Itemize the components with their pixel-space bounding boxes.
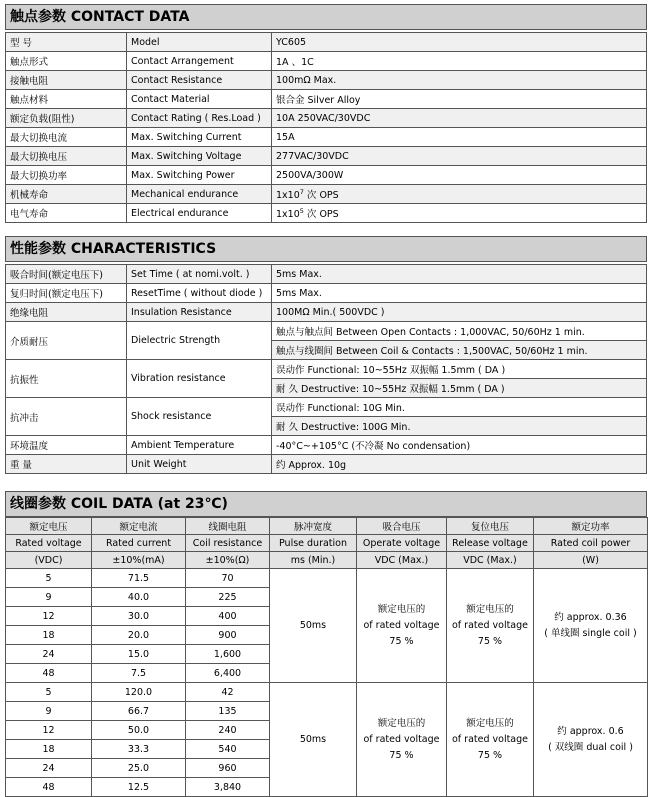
coil-header-cell: Rated voltage [6, 535, 92, 552]
param-cn: 环境温度 [6, 436, 127, 455]
param-en: Contact Arrangement [127, 52, 272, 71]
coil-header-cell: ms (Min.) [270, 552, 357, 569]
coil-header-cell: ±10%(Ω) [186, 552, 270, 569]
coil-header-row [6, 535, 648, 552]
param-value: 银合金 Silver Alloy [272, 90, 647, 109]
param-cn: 吸合时间(额定电压下) [6, 265, 127, 284]
param-en: Electrical endurance [127, 204, 272, 223]
param-cn: 型 号 [6, 33, 127, 52]
table-row [6, 303, 647, 322]
coil-resistance-cell: 400 [186, 607, 270, 626]
table-row [6, 284, 647, 303]
rated-voltage-cell: 5 [6, 683, 92, 702]
operate-voltage-line: 额定电压的 [377, 603, 426, 615]
coil-resistance-cell: 135 [186, 702, 270, 721]
table-row [6, 128, 647, 147]
release-voltage-line: 额定电压的 [466, 717, 514, 729]
coil-header-row [6, 552, 648, 569]
coil-header-cell: 额定功率 [534, 518, 648, 535]
release-voltage-cell [447, 569, 534, 683]
coil-header-cell: 线圈电阻 [186, 518, 270, 535]
coil-header-cell: 额定电流 [92, 518, 186, 535]
coil-resistance-cell: 225 [186, 588, 270, 607]
rated-power-cell [534, 683, 648, 797]
param-cn: 最大切换电流 [6, 128, 127, 147]
value-unit: 次 OPS [303, 209, 339, 220]
param-value: 277VAC/30VDC [272, 147, 647, 166]
contact-data-table [5, 32, 647, 223]
rated-power-line: 约 approx. 0.6 [557, 725, 624, 737]
release-voltage-line: 75 % [477, 635, 503, 647]
coil-header-cell: VDC (Max.) [357, 552, 447, 569]
param-en: Max. Switching Power [127, 166, 272, 185]
characteristics-title: 性能参数 CHARACTERISTICS [5, 236, 647, 262]
value-base: 1x10 [276, 209, 300, 220]
table-row [6, 185, 647, 204]
coil-header-cell: Coil resistance [186, 535, 270, 552]
rated-voltage-cell: 9 [6, 588, 92, 607]
param-value: YC605 [272, 33, 647, 52]
operate-voltage-line: 额定电压的 [377, 717, 426, 729]
param-en: ResetTime ( without diode ) [127, 284, 272, 303]
param-en: Max. Switching Current [127, 128, 272, 147]
operate-voltage-line: 75 % [389, 635, 414, 647]
operate-voltage-line: of rated voltage [363, 733, 440, 745]
param-en: Ambient Temperature [127, 436, 272, 455]
param-value: 15A [272, 128, 647, 147]
rated-current-cell: 12.5 [92, 778, 186, 797]
param-en: Mechanical endurance [127, 185, 272, 204]
rated-current-cell: 7.5 [92, 664, 186, 683]
rated-power-line: 约 approx. 0.36 [554, 611, 627, 623]
table-row [6, 360, 647, 379]
operate-voltage-line: 75 % [389, 749, 414, 761]
value-unit: 次 OPS [303, 190, 339, 201]
param-value: 100mΩ Max. [272, 71, 647, 90]
coil-header-cell: Pulse duration [270, 535, 357, 552]
rated-voltage-cell: 24 [6, 645, 92, 664]
coil-data-table [5, 517, 648, 797]
rated-voltage-cell: 5 [6, 569, 92, 588]
coil-header-cell: Rated coil power [534, 535, 648, 552]
table-row [6, 71, 647, 90]
rated-current-cell: 50.0 [92, 721, 186, 740]
coil-header-cell: Release voltage [447, 535, 534, 552]
coil-resistance-cell: 6,400 [186, 664, 270, 683]
value-exponent: 5 [299, 206, 304, 215]
table-row [6, 455, 647, 474]
param-cn: 额定负载(阻性) [6, 109, 127, 128]
rated-voltage-cell: 18 [6, 626, 92, 645]
rated-current-cell: 30.0 [92, 607, 186, 626]
coil-header-cell: 吸合电压 [357, 518, 447, 535]
param-value: 耐 久 Destructive: 10~55Hz 双振幅 1.5mm ( DA ) [272, 379, 647, 398]
param-value: 1A 、1C [272, 52, 647, 71]
param-cn: 复归时间(额定电压下) [6, 284, 127, 303]
coil-resistance-cell: 1,600 [186, 645, 270, 664]
table-row [6, 683, 648, 702]
table-row [6, 398, 647, 417]
param-cn: 最大切换电压 [6, 147, 127, 166]
param-value: 误动作 Functional: 10G Min. [272, 398, 647, 417]
param-value: 触点与线圈间 Between Coil & Contacts : 1,500VAC, 50/60Hz 1 min. [272, 341, 647, 360]
param-value: 5ms Max. [272, 284, 647, 303]
rated-voltage-cell: 18 [6, 740, 92, 759]
param-value: 100MΩ Min.( 500VDC ) [272, 303, 647, 322]
table-row [6, 52, 647, 71]
table-row [6, 204, 647, 223]
coil-resistance-cell: 70 [186, 569, 270, 588]
coil-resistance-cell: 900 [186, 626, 270, 645]
param-cn: 电气寿命 [6, 204, 127, 223]
table-row [6, 322, 647, 341]
characteristics-section [5, 236, 647, 474]
rated-voltage-cell: 9 [6, 702, 92, 721]
table-row [6, 90, 647, 109]
param-en: Contact Material [127, 90, 272, 109]
rated-voltage-cell: 12 [6, 721, 92, 740]
coil-header-cell: (VDC) [6, 552, 92, 569]
rated-power-line: ( 双线圈 dual coil ) [548, 741, 633, 753]
release-voltage-line: of rated voltage [451, 733, 529, 745]
param-cn: 机械寿命 [6, 185, 127, 204]
release-voltage-cell [447, 683, 534, 797]
table-row [6, 147, 647, 166]
param-en: Max. Switching Voltage [127, 147, 272, 166]
value-exponent: 7 [299, 187, 304, 196]
param-cn: 抗冲击 [6, 398, 127, 436]
param-cn: 绝缘电阻 [6, 303, 127, 322]
table-row [6, 166, 647, 185]
rated-current-cell: 25.0 [92, 759, 186, 778]
coil-header-cell: Operate voltage [357, 535, 447, 552]
param-cn: 最大切换功率 [6, 166, 127, 185]
param-cn: 介质耐压 [6, 322, 127, 360]
param-en: Unit Weight [127, 455, 272, 474]
param-value: 约 Approx. 10g [272, 455, 647, 474]
coil-resistance-cell: 42 [186, 683, 270, 702]
rated-voltage-cell: 48 [6, 778, 92, 797]
rated-voltage-cell: 48 [6, 664, 92, 683]
rated-current-cell: 66.7 [92, 702, 186, 721]
rated-current-cell: 71.5 [92, 569, 186, 588]
release-voltage-line: of rated voltage [451, 619, 529, 631]
coil-resistance-cell: 540 [186, 740, 270, 759]
param-cn: 触点材料 [6, 90, 127, 109]
param-value: 误动作 Functional: 10~55Hz 双振幅 1.5mm ( DA ) [272, 360, 647, 379]
rated-current-cell: 15.0 [92, 645, 186, 664]
param-en: Vibration resistance [127, 360, 272, 398]
param-value: 2500VA/300W [272, 166, 647, 185]
coil-header-cell: VDC (Max.) [447, 552, 534, 569]
release-voltage-line: 额定电压的 [466, 603, 514, 615]
coil-header-row [6, 518, 648, 535]
param-en: Shock resistance [127, 398, 272, 436]
coil-header-cell: (W) [534, 552, 648, 569]
coil-data-section [5, 491, 647, 797]
coil-header-cell: 额定电压 [6, 518, 92, 535]
param-en: Set Time ( at nomi.volt. ) [127, 265, 272, 284]
coil-header-cell: ±10%(mA) [92, 552, 186, 569]
table-row [6, 109, 647, 128]
contact-data-title: 触点参数 CONTACT DATA [5, 4, 647, 30]
coil-resistance-cell: 960 [186, 759, 270, 778]
table-row [6, 265, 647, 284]
value-base: 1x10 [276, 190, 300, 201]
param-en: Contact Resistance [127, 71, 272, 90]
param-cn: 触点形式 [6, 52, 127, 71]
contact-data-section [5, 4, 647, 223]
rated-current-cell: 33.3 [92, 740, 186, 759]
coil-header-cell: 复位电压 [447, 518, 534, 535]
coil-header-cell: 脉冲宽度 [270, 518, 357, 535]
operate-voltage-cell [357, 683, 447, 797]
table-row [6, 436, 647, 455]
rated-power-line: ( 单线圈 single coil ) [544, 627, 637, 639]
release-voltage-line: 75 % [477, 749, 503, 761]
coil-header-cell: Rated current [92, 535, 186, 552]
coil-data-title: 线圈参数 COIL DATA (at 23℃) [5, 491, 647, 517]
param-cn: 抗振性 [6, 360, 127, 398]
param-value [272, 204, 647, 223]
rated-voltage-cell: 12 [6, 607, 92, 626]
characteristics-table [5, 264, 647, 474]
param-cn: 重 量 [6, 455, 127, 474]
table-row [6, 569, 648, 588]
rated-current-cell: 20.0 [92, 626, 186, 645]
rated-voltage-cell: 24 [6, 759, 92, 778]
rated-current-cell: 120.0 [92, 683, 186, 702]
param-en: Contact Rating ( Res.Load ) [127, 109, 272, 128]
operate-voltage-line: of rated voltage [363, 619, 440, 631]
rated-current-cell: 40.0 [92, 588, 186, 607]
param-value: -40°C~+105°C (不冷凝 No condensation) [272, 436, 647, 455]
param-value: 触点与触点间 Between Open Contacts : 1,000VAC, 50/60Hz 1 min. [272, 322, 647, 341]
param-en: Insulation Resistance [127, 303, 272, 322]
table-row [6, 33, 647, 52]
param-value: 10A 250VAC/30VDC [272, 109, 647, 128]
param-value: 耐 久 Destructive: 100G Min. [272, 417, 647, 436]
coil-resistance-cell: 240 [186, 721, 270, 740]
rated-power-cell [534, 569, 648, 683]
param-en: Model [127, 33, 272, 52]
operate-voltage-cell [357, 569, 447, 683]
coil-resistance-cell: 3,840 [186, 778, 270, 797]
pulse-duration-cell: 50ms [270, 683, 357, 797]
param-en: Dielectric Strength [127, 322, 272, 360]
param-value [272, 185, 647, 204]
pulse-duration-cell: 50ms [270, 569, 357, 683]
param-cn: 接触电阻 [6, 71, 127, 90]
param-value: 5ms Max. [272, 265, 647, 284]
